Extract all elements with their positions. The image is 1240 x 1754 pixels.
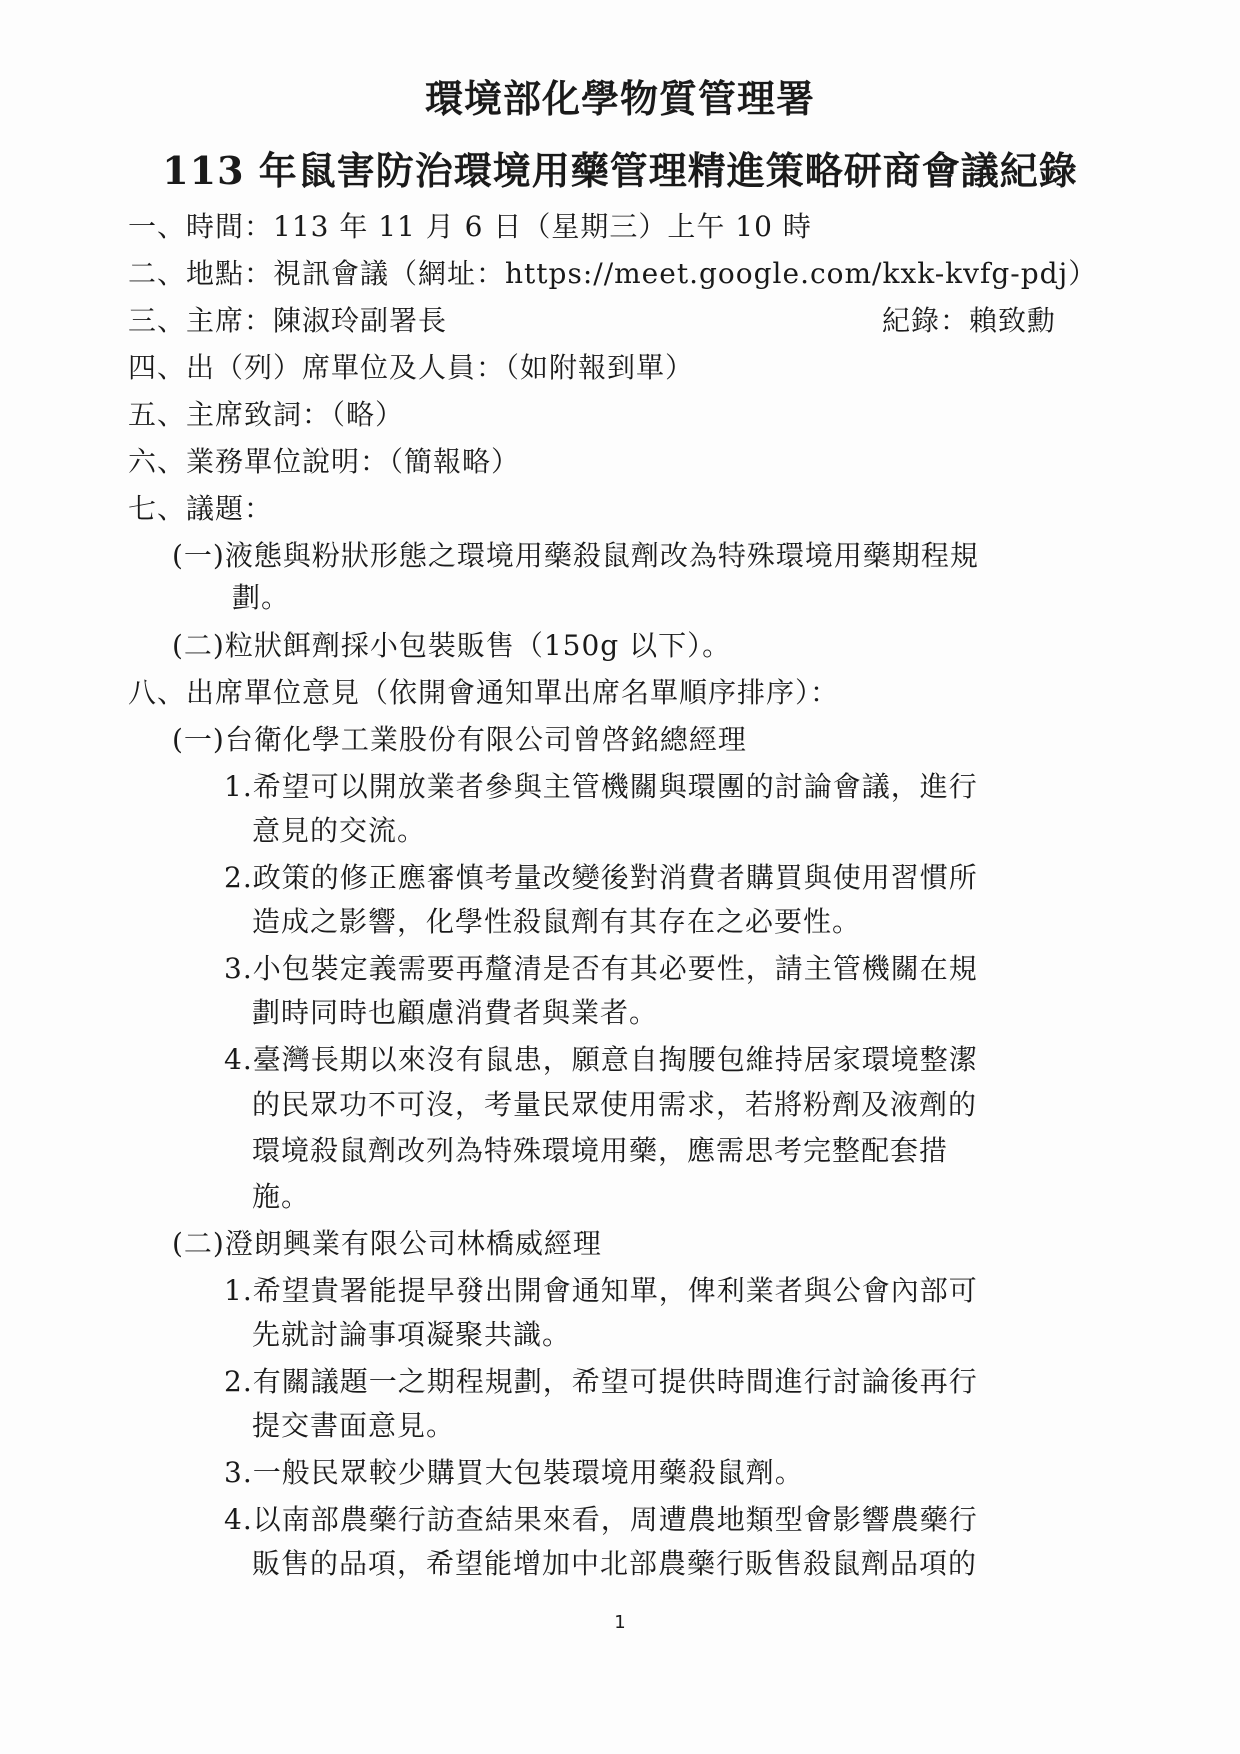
unit-2-point-4-line-1: 4.以南部農藥行訪查結果來看，周遭農地類型會影響農藥行: [224, 1503, 978, 1536]
unit-2-point-3-line-1: 3.一般民眾較少購買大包裝環境用藥殺鼠劑。: [224, 1456, 804, 1489]
unit-2-point-1-line-1: 1.希望貴署能提早發出開會通知單，俾利業者與公會內部可: [224, 1274, 978, 1307]
unit-1-point-4-line-2: 的民眾功不可沒，考量民眾使用需求，若將粉劑及液劑的: [252, 1088, 978, 1121]
unit-1-point-4-line-1: 4.臺灣長期以來沒有鼠患，願意自掏腰包維持居家環境整潔: [224, 1043, 978, 1076]
agenda-item-1-line-2: 劃。: [232, 581, 291, 614]
unit-1-point-2-line-2: 造成之影響，化學性殺鼠劑有其存在之必要性。: [252, 905, 862, 938]
opinions-heading: 八、出席單位意見（依開會通知單出席名單順序排序）：: [128, 676, 840, 709]
unit-1-point-3-line-2: 劃時同時也顧慮消費者與業者。: [252, 996, 659, 1029]
unit-1-point-1-line-2: 意見的交流。: [252, 814, 427, 847]
meeting-chair: 三、主席：陳淑玲副署長: [128, 304, 448, 337]
unit-1-point-1-line-1: 1.希望可以開放業者參與主管機關與環團的討論會議，進行: [224, 770, 978, 803]
unit-1-point-2-line-1: 2.政策的修正應審慎考量改變後對消費者購買與使用習慣所: [224, 861, 978, 894]
meeting-title: 113 年鼠害防治環境用藥管理精進策略研商會議紀錄: [162, 148, 1078, 193]
unit-2-point-4-line-2: 販售的品項，希望能增加中北部農藥行販售殺鼠劑品項的: [252, 1547, 978, 1580]
agenda-heading: 七、議題：: [128, 492, 274, 525]
unit-1-heading: (一)台衛化學工業股份有限公司曾啓銘總經理: [172, 723, 747, 756]
page-number: 1: [614, 1612, 626, 1633]
agenda-item-2: (二)粒狀餌劑採小包裝販售（150g 以下）。: [172, 629, 732, 662]
meeting-time: 一、時間：113 年 11 月 6 日（星期三）上午 10 時: [128, 210, 812, 243]
chair-remarks: 五、主席致詞：（略）: [128, 398, 405, 431]
meeting-recorder: 紀錄：賴致勳: [882, 304, 1057, 337]
meeting-place: 二、地點：視訊會議（網址：https://meet.google.com/kxk-kvfg-pdj）: [128, 257, 1098, 290]
unit-2-point-1-line-2: 先就討論事項凝聚共識。: [252, 1318, 572, 1351]
unit-2-point-2-line-1: 2.有關議題一之期程規劃，希望可提供時間進行討論後再行: [224, 1365, 978, 1398]
unit-2-heading: (二)澄朗興業有限公司林橋威經理: [172, 1227, 602, 1260]
unit-1-point-4-line-3: 環境殺鼠劑改列為特殊環境用藥，應需思考完整配套措: [252, 1134, 949, 1167]
unit-explanation: 六、業務單位說明：（簡報略）: [128, 445, 521, 478]
org-title: 環境部化學物質管理署: [424, 76, 815, 121]
attendees: 四、出（列）席單位及人員：（如附報到單）: [128, 351, 695, 384]
agenda-item-1-line-1: (一)液態與粉狀形態之環境用藥殺鼠劑改為特殊環境用藥期程規: [172, 539, 979, 572]
unit-1-point-4-line-4: 施。: [252, 1180, 311, 1213]
unit-2-point-2-line-2: 提交書面意見。: [252, 1409, 456, 1442]
unit-1-point-3-line-1: 3.小包裝定義需要再釐清是否有其必要性，請主管機關在規: [224, 952, 978, 985]
